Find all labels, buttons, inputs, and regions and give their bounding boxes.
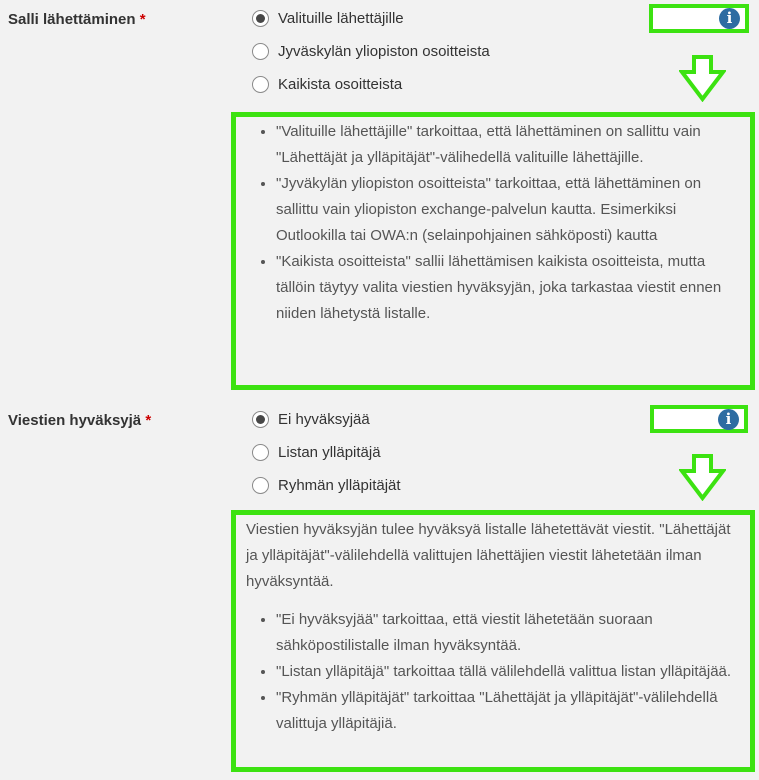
help-bullet-list <box>246 119 740 327</box>
help-box-viestien-hyvaksyja <box>231 510 755 772</box>
radio-option-label: Jyväskylän yliopiston osoitteista <box>278 42 490 60</box>
radio-group-salli-lahettaminen <box>252 7 490 106</box>
radio-group-viestien-hyvaksyja <box>252 408 401 507</box>
highlight-frame-info-1 <box>649 4 749 33</box>
help-bullet-list <box>246 607 740 737</box>
radio-ryhman-yllapitajat[interactable] <box>252 474 401 496</box>
down-arrow-icon <box>679 453 726 501</box>
radio-circle-icon[interactable] <box>252 477 269 494</box>
field-label-viestien-hyvaksyja <box>8 410 151 432</box>
help-bullet: • "Jyväkylän yliopiston osoitteista" tarkoittaa, että lähettäminen on sallittu vain yliopiston exchange-palvelun kautta. Esimerkiksi Outlookilla tai OWA:n (selainpohjainen sähköposti) kautta <box>276 171 740 249</box>
required-asterisk: * <box>145 412 152 429</box>
help-bullet: • "Kaikista osoitteista" sallii lähettämisen kaikista osoitteista, mutta tällöin täytyy valita viestien hyväksyjän, joka tarkastaa viestit ennen niiden lähetystä listalle. <box>276 249 740 327</box>
radio-circle-icon[interactable] <box>252 43 269 60</box>
highlight-frame-info-2 <box>650 405 748 433</box>
radio-option-label: Listan ylläpitäjä <box>278 443 381 461</box>
radio-circle-icon[interactable] <box>252 10 269 27</box>
info-icon[interactable]: i <box>719 8 740 29</box>
radio-kaikista-osoitteista[interactable] <box>252 73 490 95</box>
radio-circle-icon[interactable] <box>252 411 269 428</box>
field-label-text: Salli lähettäminen <box>8 11 136 28</box>
radio-option-label: Valituille lähettäjille <box>278 9 404 27</box>
radio-option-label: Ryhmän ylläpitäjät <box>278 476 401 494</box>
radio-listan-yllapitaja[interactable] <box>252 441 401 463</box>
radio-jyvaskylan-yliopiston-osoitteista[interactable] <box>252 40 490 62</box>
help-bullet: • "Valituille lähettäjille" tarkoittaa, että lähettäminen on sallittu vain "Lähettäjät ja ylläpitäjät"-välihedellä valituille lähettäjille. <box>276 119 740 171</box>
help-intro: Viestien hyväksyjän tulee hyväksyä listalle lähetettävät viestit. "Lähettäjät ja ylläpitäjät"-välilehdellä valittujen lähettäjien viestit lähetetään ilman hyväksyntää. <box>246 521 731 590</box>
radio-circle-icon[interactable] <box>252 444 269 461</box>
down-arrow-icon <box>679 54 726 102</box>
radio-valituille-lahettajille[interactable] <box>252 7 490 29</box>
help-bullet: • "Listan ylläpitäjä" tarkoittaa tällä välilehdellä valittua listan ylläpitäjää. <box>276 659 740 685</box>
radio-ei-hyvaksyjaa[interactable] <box>252 408 401 430</box>
help-bullet: • "Ryhmän ylläpitäjät" tarkoittaa "Lähettäjät ja ylläpitäjät"-välilehdellä valittuja ylläpitäjiä. <box>276 685 740 737</box>
info-icon[interactable]: i <box>718 409 739 430</box>
help-box-salli-lahettaminen <box>231 112 755 390</box>
radio-option-label: Kaikista osoitteista <box>278 75 403 93</box>
field-label-text: Viestien hyväksyjä <box>8 412 142 429</box>
required-asterisk: * <box>139 11 146 28</box>
radio-option-label: Ei hyväksyjää <box>278 410 370 428</box>
field-label-salli-lahettaminen <box>8 9 146 31</box>
help-bullet: • "Ei hyväksyjää" tarkoittaa, että viestit lähetetään suoraan sähköpostilistalle ilman hyväksyntää. <box>276 607 740 659</box>
radio-circle-icon[interactable] <box>252 76 269 93</box>
